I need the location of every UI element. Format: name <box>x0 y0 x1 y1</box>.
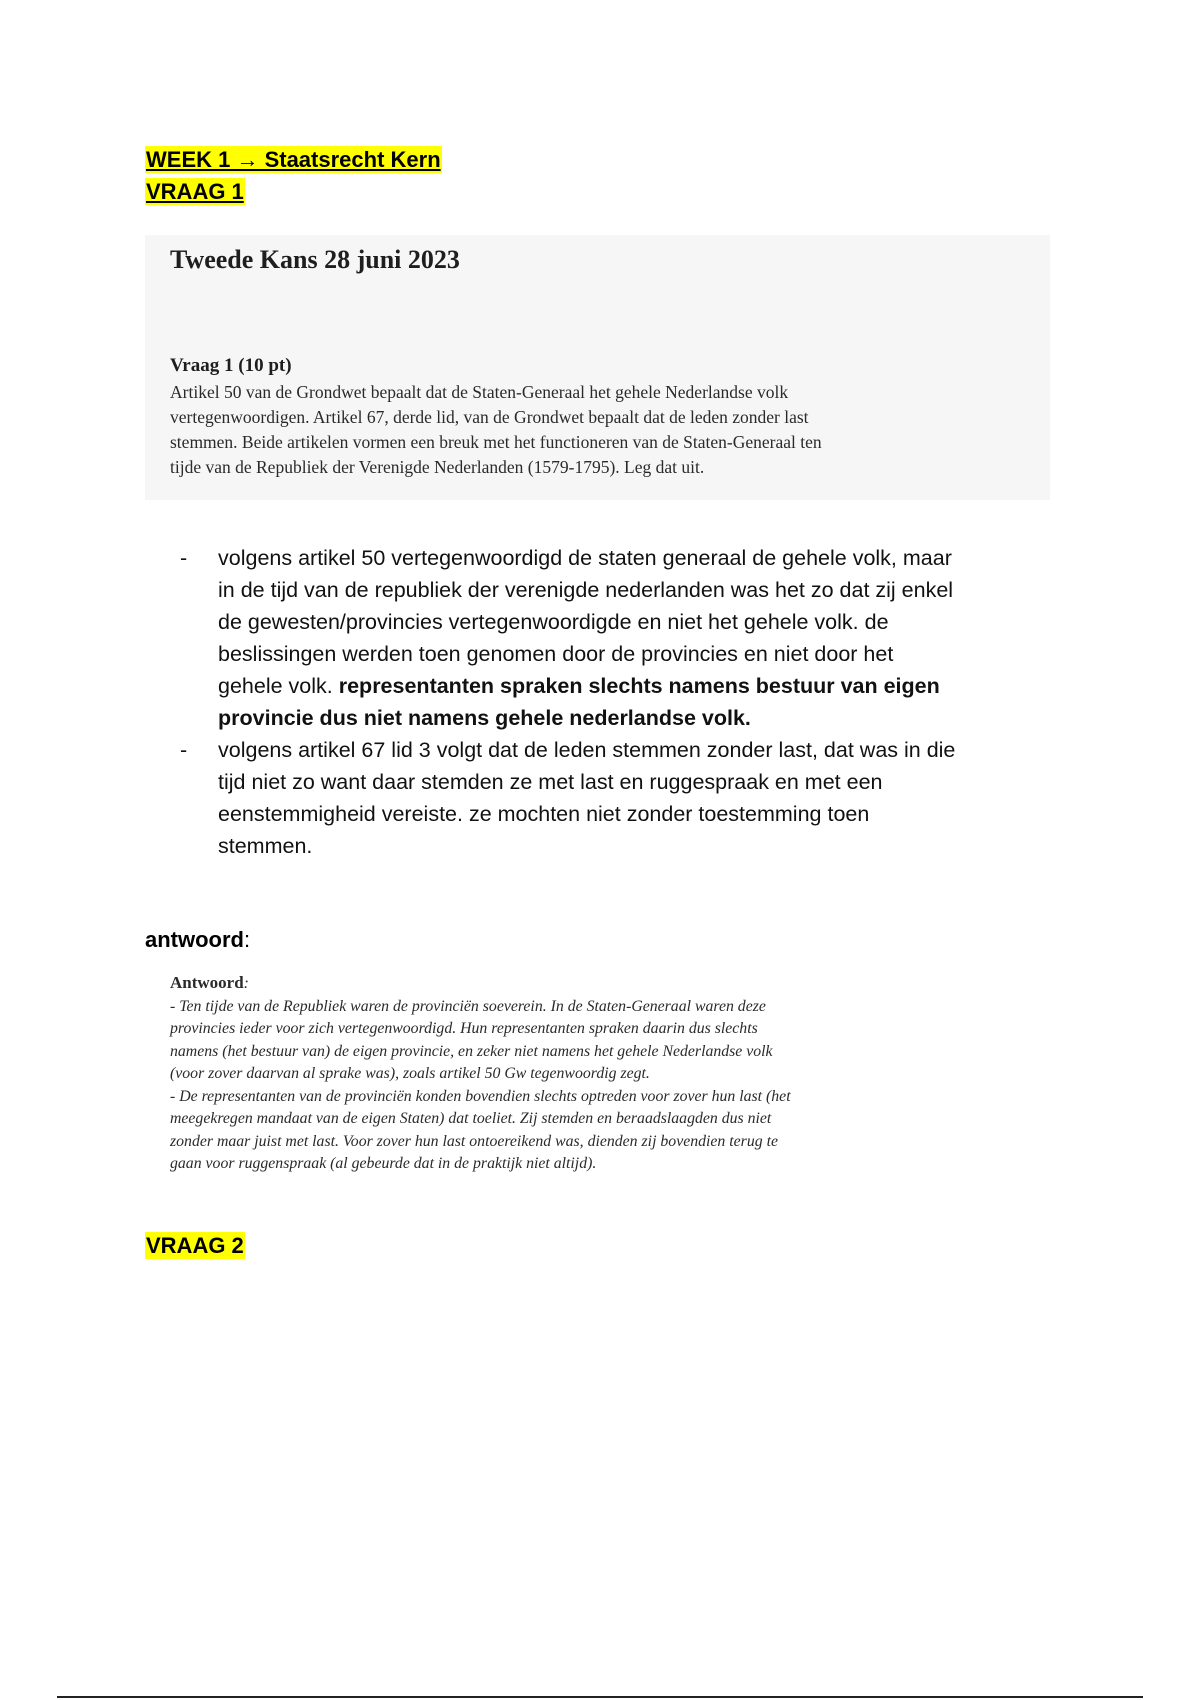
answer-line: eenstemmigheid vereiste. ze mochten niet zonder toestemming toen <box>218 802 870 826</box>
student-answer-list <box>180 542 1060 862</box>
page-bottom-rule <box>57 1696 1143 1698</box>
model-answer-colon: : <box>243 975 249 992</box>
model-answer-scan <box>170 972 990 1176</box>
model-answer-line: gaan voor ruggenspraak (al gebeurde dat in de praktijk niet altijd). <box>170 1155 597 1172</box>
answer-line: stemmen. <box>218 834 313 858</box>
exam-question-scan <box>145 235 1050 500</box>
answer-item-artikel-50 <box>180 542 1060 734</box>
vraag-2-heading: VRAAG 2 <box>146 1233 244 1258</box>
answer-line: de gewesten/provincies vertegenwoordigde en niet het gehele volk. de <box>218 610 889 634</box>
model-answer-heading-text: Antwoord <box>170 973 244 992</box>
model-answer-heading <box>170 972 990 996</box>
question-line: vertegenwoordigen. Artikel 67, derde lid, van de Grondwet bepaalt dat de leden zonder last <box>170 407 809 427</box>
question-line: tijde van de Republiek der Verenigde Nederlanden (1579-1795). Leg dat uit. <box>170 457 705 477</box>
bullet-dash: - <box>180 738 188 762</box>
week-title: WEEK 1 → Staatsrecht Kern <box>146 147 441 172</box>
answer-bold-text: provincie dus niet namens gehele nederlandse volk. <box>218 706 751 730</box>
answer-line: volgens artikel 50 vertegenwoordigd de staten generaal de gehele volk, maar <box>218 546 952 570</box>
antwoord-colon: : <box>244 927 251 952</box>
answer-line: in de tijd van de republiek der verenigde nederlanden was het zo dat zij enkel <box>218 578 954 602</box>
bullet-dash: - <box>180 546 188 570</box>
answer-line: volgens artikel 67 lid 3 volgt dat de leden stemmen zonder last, dat was in die <box>218 738 956 762</box>
question-line: stemmen. Beide artikelen vormen een breuk met het functioneren van de Staten-Generaal ten <box>170 432 822 452</box>
antwoord-label <box>145 927 250 953</box>
question-line: Artikel 50 van de Grondwet bepaalt dat de Staten-Generaal het gehele Nederlandse volk <box>170 382 789 402</box>
vraag-1-heading: VRAAG 1 <box>146 179 244 204</box>
model-answer-line: namens (het bestuur van) de eigen provincie, en zeker niet namens het gehele Nederlandse volk <box>170 1042 773 1060</box>
model-answer-line: provincies ieder voor zich vertegenwoordigd. Hun representanten spraken daarin dus slechts <box>170 1020 758 1037</box>
exam-title: Tweede Kans 28 juni 2023 <box>170 245 460 274</box>
answer-line <box>218 702 1060 734</box>
model-answer-line: meegekregen mandaat van de eigen Staten) dat toeliet. Zij stemden en beraadslaagden dus niet <box>170 1110 772 1127</box>
answer-line: beslissingen werden toen genomen door de provincies en niet door het <box>218 642 894 666</box>
model-answer-line: zonder maar juist met last. Voor zover hun last ontoereikend was, dienden zij bovendien terug te <box>170 1132 778 1150</box>
answer-line: tijd niet zo want daar stemden ze met last en ruggespraak en met een <box>218 770 883 794</box>
question-label: Vraag 1 (10 pt) <box>170 355 292 376</box>
answer-line-mixed <box>218 670 1060 702</box>
answer-item-artikel-67 <box>180 734 1060 862</box>
model-answer-line: - De representanten van de provinciën konden bovendien slechts optreden voor zover hun last (het <box>170 1087 791 1105</box>
question-text <box>170 380 1040 480</box>
antwoord-label-text: antwoord <box>145 927 244 952</box>
answer-bold-text: representanten spraken slechts namens bestuur van eigen <box>338 674 940 698</box>
model-answer-line: (voor zover daarvan al sprake was), zoals artikel 50 Gw tegenwoordig zegt. <box>170 1065 650 1082</box>
answer-text: gehele volk. <box>218 674 333 698</box>
model-answer-line: - Ten tijde van de Republiek waren de provinciën soeverein. In de Staten-Generaal waren deze <box>170 997 766 1015</box>
